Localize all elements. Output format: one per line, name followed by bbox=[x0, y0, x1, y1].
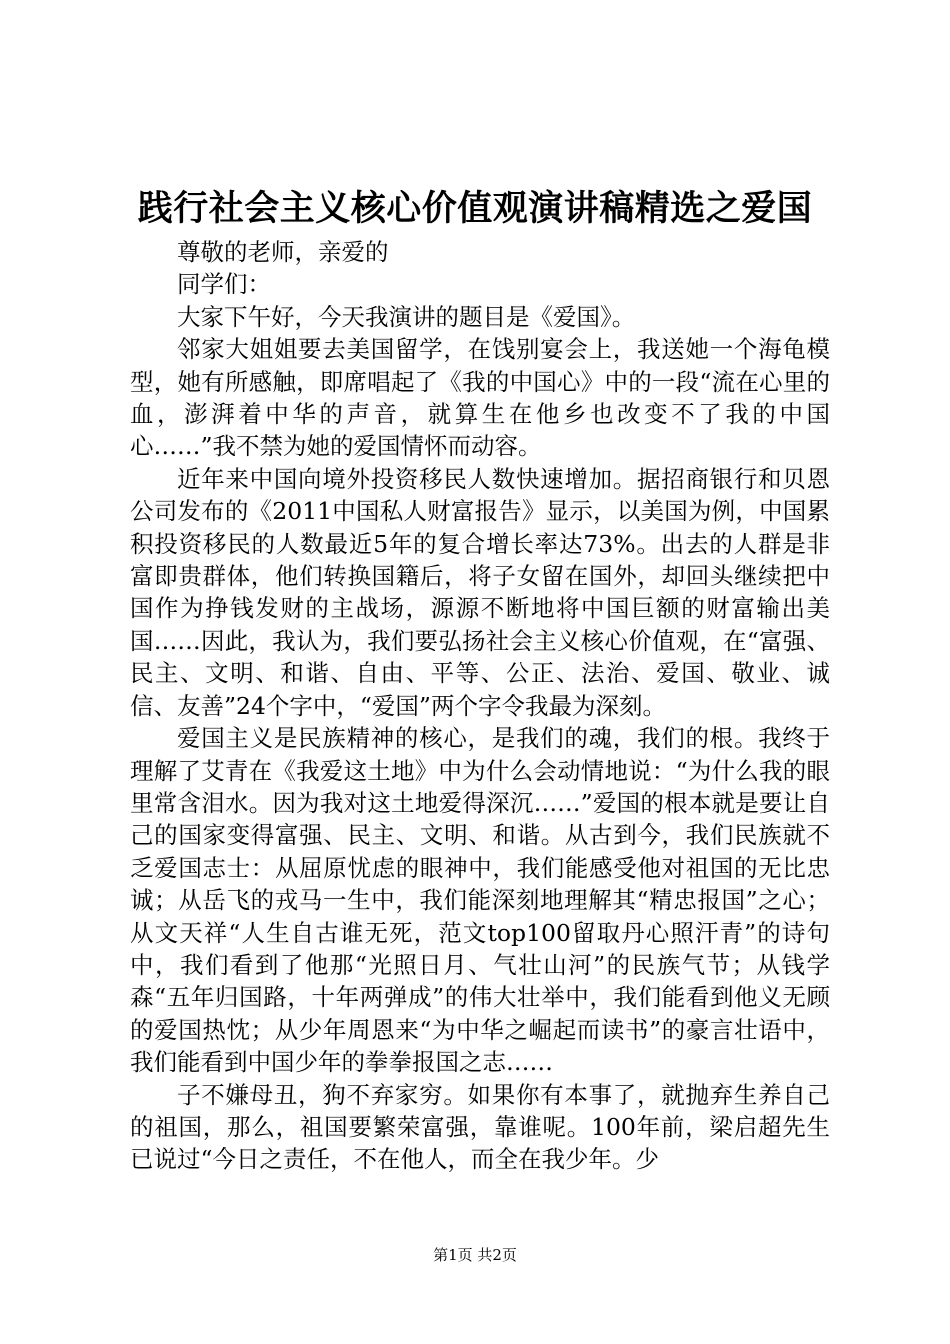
page-title: 践行社会主义核心价值观演讲稿精选之爱国 bbox=[137, 188, 813, 229]
greeting-paragraph: 大家下午好，今天我演讲的题目是《爱国》。 bbox=[177, 302, 636, 331]
page-footer: 第1页 共2页 bbox=[433, 1246, 517, 1264]
document-body bbox=[130, 236, 830, 1176]
paragraph-responsibility: 子不嫌母丑，狗不弃家穷。如果你有本事了，就抛弃生养自己的祖国，那么，祖国要繁荣富强，靠谁呢。100年前，梁启超先生已说过“今日之责任，不在他人，而全在我少年。少 bbox=[130, 1080, 830, 1174]
paragraph-patriotism: 爱国主义是民族精神的核心，是我们的魂，我们的根。我终于理解了艾青在《我爱这土地》中为什么会动情地说：“为什么我的眼里常含泪水。因为我对这土地爱得深沉……”爱国的根本就是要让自己的国家变得富强、民主、文明、和谐。从古到今，我们民族就不乏爱国志士：从屈原忧虑的眼神中，我们能感受他对祖国的无比忠诚；从岳飞的戎马一生中，我们能深刻地理解其“精忠报国”之心；从文天祥“人生自古谁无死，范文top100留取丹心照汗青”的诗句中，我们看到了他那“光照日月、气壮山河”的民族气节；从钱学森“五年归国路，十年两弹成”的伟大壮举中，我们能看到他义无顾的爱国热忱；从少年周恩来“为中华之崛起而读书”的豪言壮语中，我们能看到中国少年的拳拳报国之志…… bbox=[130, 724, 830, 1077]
paragraph-emigration: 近年来中国向境外投资移民人数快速增加。据招商银行和贝恩公司发布的《2011中国私人财富报告》显示，以美国为例，中国累积投资移民的人数最近5年的复合增长率达73%。出去的人群是非富即贵群体，他们转换国籍后，将子女留在国外，却回头继续把中国作为挣钱发财的主战场，源源不断地将中国巨额的财富输出美国……因此，我认为，我们要弘扬社会主义核心价值观，在“富强、民主、文明、和谐、自由、平等、公正、法治、爱国、敬业、诚信、友善”24个字中，“爱国”两个字令我最为深刻。 bbox=[130, 464, 830, 720]
salutation-line-2: 同学们： bbox=[177, 270, 271, 299]
paragraph-anecdote: 邻家大姐姐要去美国留学，在饯别宴会上，我送她一个海龟模型，她有所感触，即席唱起了《我的中国心》中的一段“流在心里的血，澎湃着中华的声音，就算生在他乡也改变不了我的中国心……”我不禁为她的爱国情怀而动容。 bbox=[130, 335, 830, 461]
salutation-line-1: 尊敬的老师，亲爱的 bbox=[177, 238, 389, 266]
